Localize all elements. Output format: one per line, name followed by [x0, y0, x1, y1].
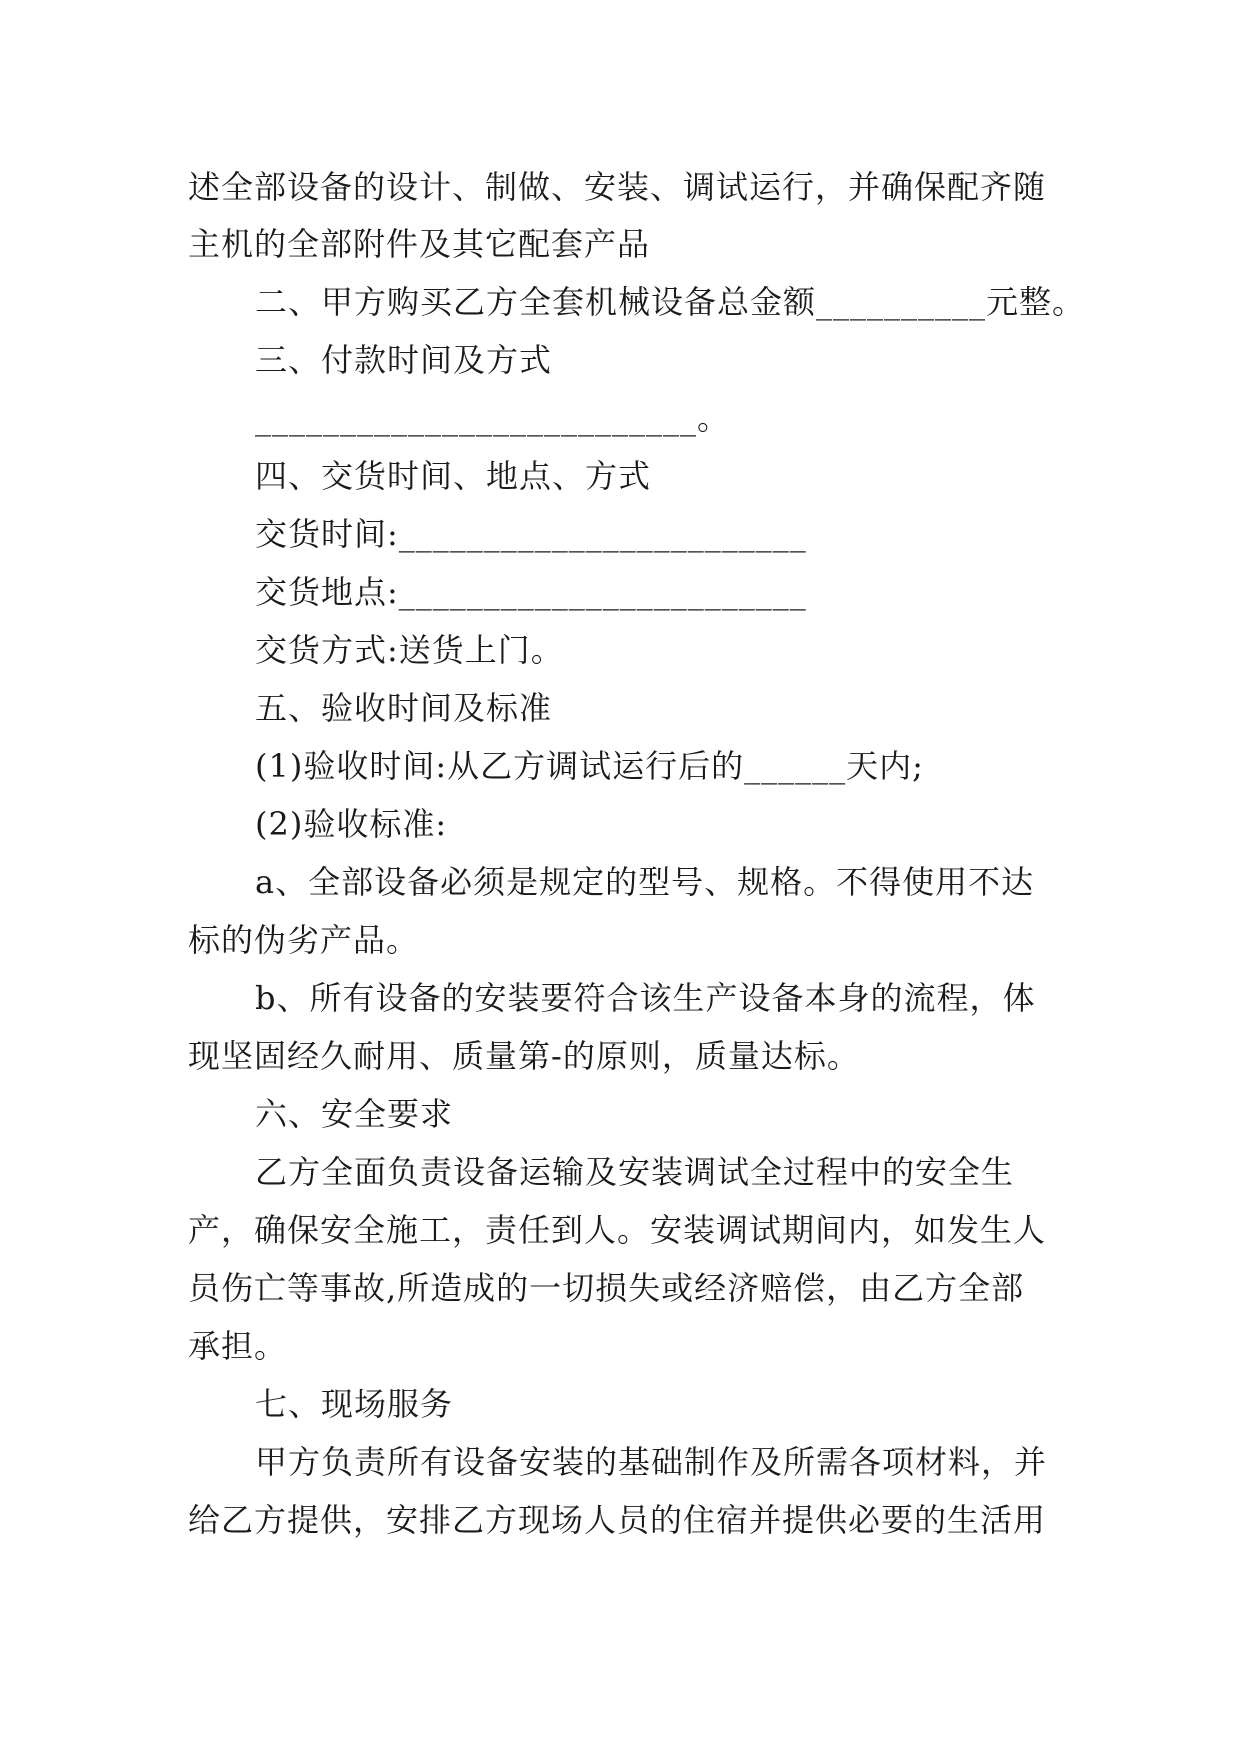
text-line-18: 乙方全面负责设备运输及安装调试全过程中的安全生: [255, 1153, 1015, 1191]
text-line-13: a、全部设备必须是规定的型号、规格。不得使用不达: [255, 863, 1035, 901]
text-line-8: 交货地点:________________________: [255, 573, 807, 611]
text-line-12: (2)验收标准:: [255, 805, 448, 843]
text-line-20: 员伤亡等事故,所造成的一切损失或经济赔偿，由乙方全部: [188, 1269, 1025, 1307]
section-heading-3: 三、付款时间及方式: [255, 341, 553, 379]
text-line-23: 甲方负责所有设备安装的基础制作及所需各项材料，并: [255, 1443, 1048, 1481]
text-line-7: 交货时间:________________________: [255, 515, 807, 553]
text-line-21: 承担。: [188, 1327, 288, 1365]
text-line-14: 标的伪劣产品。: [188, 921, 420, 959]
section-heading-6: 六、安全要求: [255, 1095, 454, 1133]
text-line-24: 给乙方提供，安排乙方现场人员的住宿并提供必要的生活用: [188, 1501, 1047, 1539]
text-line-16: 现坚固经久耐用、质量第-的原则，质量达标。: [188, 1037, 860, 1075]
text-line-5: __________________________。: [255, 399, 731, 437]
section-heading-7: 七、现场服务: [255, 1385, 454, 1423]
text-line-2: 主机的全部附件及其它配套产品: [188, 225, 651, 263]
text-line-3: 二、甲方购买乙方全套机械设备总金额__________元整。: [255, 283, 1086, 321]
text-line-11: (1)验收时间:从乙方调试运行后的______天内;: [255, 747, 924, 785]
text-line-9: 交货方式:送货上门。: [255, 631, 564, 669]
text-line-15: b、所有设备的安装要符合该生产设备本身的流程，体: [255, 979, 1036, 1017]
text-line-19: 产，确保安全施工，责任到人。安装调试期间内，如发生人: [188, 1211, 1047, 1249]
section-heading-5: 五、验收时间及标准: [255, 689, 553, 727]
section-heading-4: 四、交货时间、地点、方式: [255, 457, 652, 495]
text-line-1: 述全部设备的设计、制做、安装、调试运行，并确保配齐随: [188, 168, 1047, 206]
